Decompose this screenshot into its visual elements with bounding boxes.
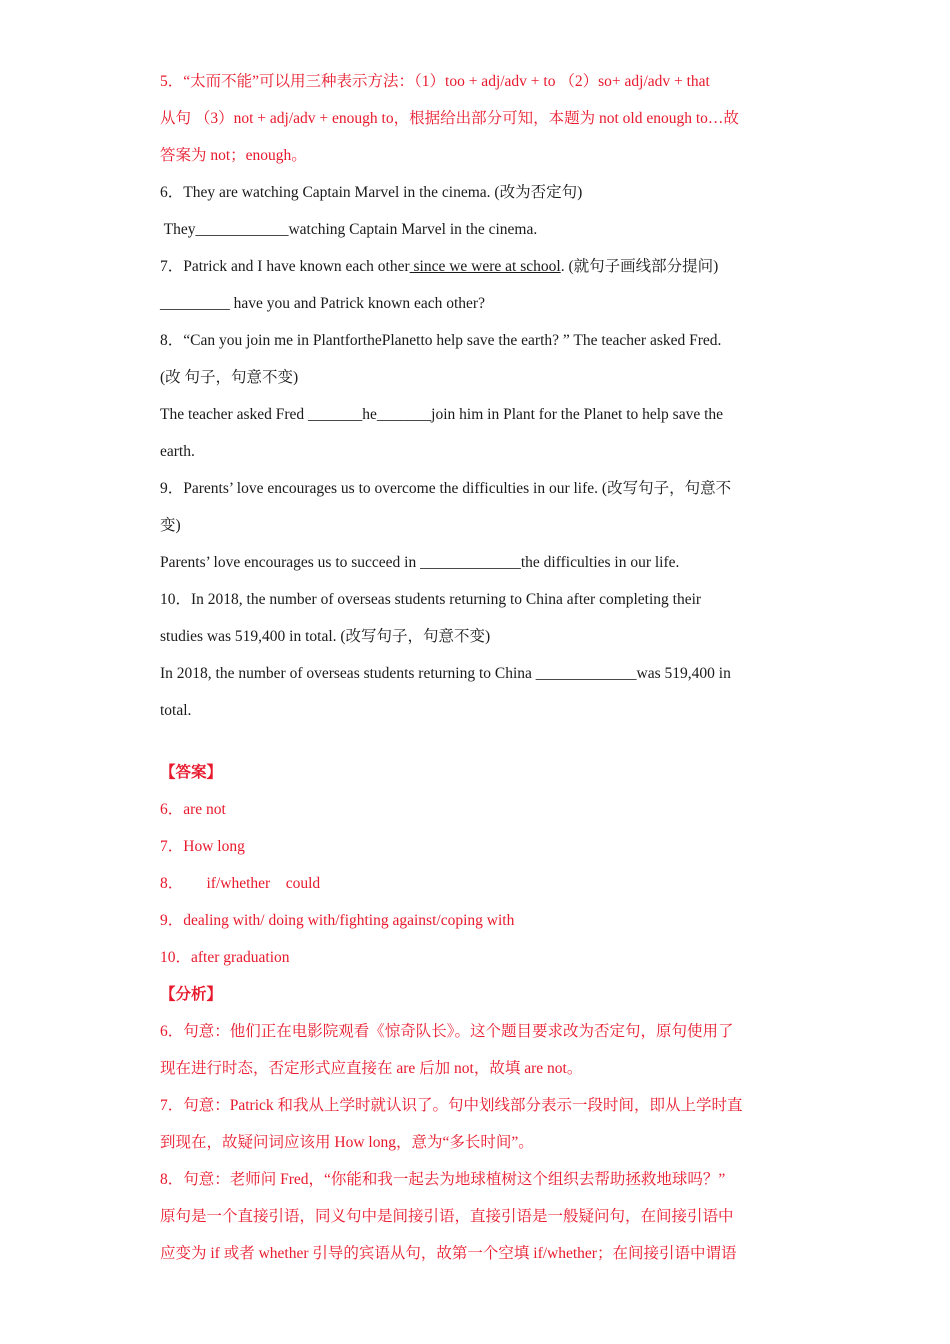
q7-prompt-start: 7．Patrick and I have known each other: [160, 258, 410, 275]
q7-prompt-end: . (就句子画线部分提问): [560, 258, 719, 275]
q5-explanation-line-2: 从句 （3）not + adj/adv + enough to，根据给出部分可知，本题为 not old enough to…故: [160, 110, 739, 127]
q7-underlined-phrase: since we were at school: [409, 258, 561, 275]
q9-prompt-line-1: 9．Parents’ love encourages us to overcome the difficulties in our life. (改写句子，句意不: [160, 480, 732, 497]
q8-prompt: 8．“Can you join me in PlantforthePlanetto help save the earth? ” The teacher asked Fred.: [160, 332, 722, 349]
q6-fill-sentence: They____________watching Captain Marvel in the cinema.: [160, 221, 538, 238]
q9-prompt-line-2: 变): [160, 517, 181, 534]
document-page: [160, 72, 790, 1264]
q10-prompt-line-1: 10．In 2018, the number of overseas students returning to China after completing their: [160, 591, 702, 608]
analysis-8-line-1: 8．句意：老师问 Fred，“你能和我一起去为地球植树这个组织去帮助拯救地球吗？”: [160, 1171, 726, 1188]
analysis-8-line-3: 应变为 if 或者 whether 引导的宾语从句，故第一个空填 if/whether；在间接引语中谓语: [160, 1245, 737, 1262]
q5-explanation-line-1: 5．“太而不能”可以用三种表示方法：（1）too + adj/adv + to （2）so+ adj/adv + that: [160, 73, 710, 90]
q9-fill-sentence: Parents’ love encourages us to succeed in _____________the difficulties in our life.: [160, 554, 680, 571]
q10-fill-sentence-line-1: In 2018, the number of overseas students returning to China _____________was 519,400 in: [160, 665, 731, 682]
q8-fill-sentence-line-1: The teacher asked Fred _______he_______join him in Plant for the Planet to help save the: [160, 406, 724, 423]
q6-prompt: 6．They are watching Captain Marvel in the cinema. (改为否定句): [160, 184, 583, 201]
q10-fill-sentence-line-2: total.: [160, 702, 192, 719]
analysis-heading: 【分析】: [160, 986, 223, 1003]
analysis-7-line-1: 7．句意：Patrick 和我从上学时就认识了。句中划线部分表示一段时间，即从上学时直: [160, 1097, 743, 1114]
answer-7: 7．How long: [160, 838, 245, 855]
q8-fill-sentence-line-2: earth.: [160, 443, 195, 460]
answers-heading: 【答案】: [160, 764, 223, 781]
answer-6: 6．are not: [160, 801, 226, 818]
q8-instruction: (改 句子，句意不变): [160, 369, 299, 386]
analysis-6-line-1: 6．句意：他们正在电影院观看《惊奇队长》。这个题目要求改为否定句，原句使用了: [160, 1023, 734, 1040]
analysis-7-line-2: 到现在，故疑问词应该用 How long，意为“多长时间”。: [160, 1134, 534, 1151]
q10-prompt-line-2: studies was 519,400 in total. (改写句子，句意不变): [160, 628, 491, 645]
q5-explanation-line-3: 答案为 not；enough。: [160, 147, 307, 164]
q7-prompt: [160, 257, 790, 277]
analysis-6-line-2: 现在进行时态，否定形式应直接在 are 后加 not，故填 are not。: [160, 1060, 583, 1077]
analysis-8-line-2: 原句是一个直接引语，同义句中是间接引语，直接引语是一般疑问句，在间接引语中: [160, 1208, 734, 1225]
q7-fill-sentence: _________ have you and Patrick known each other?: [160, 295, 485, 312]
answer-8: 8． if/whether could: [160, 875, 321, 892]
answer-9: 9．dealing with/ doing with/fighting against/coping with: [160, 912, 515, 929]
answer-10: 10．after graduation: [160, 949, 290, 966]
